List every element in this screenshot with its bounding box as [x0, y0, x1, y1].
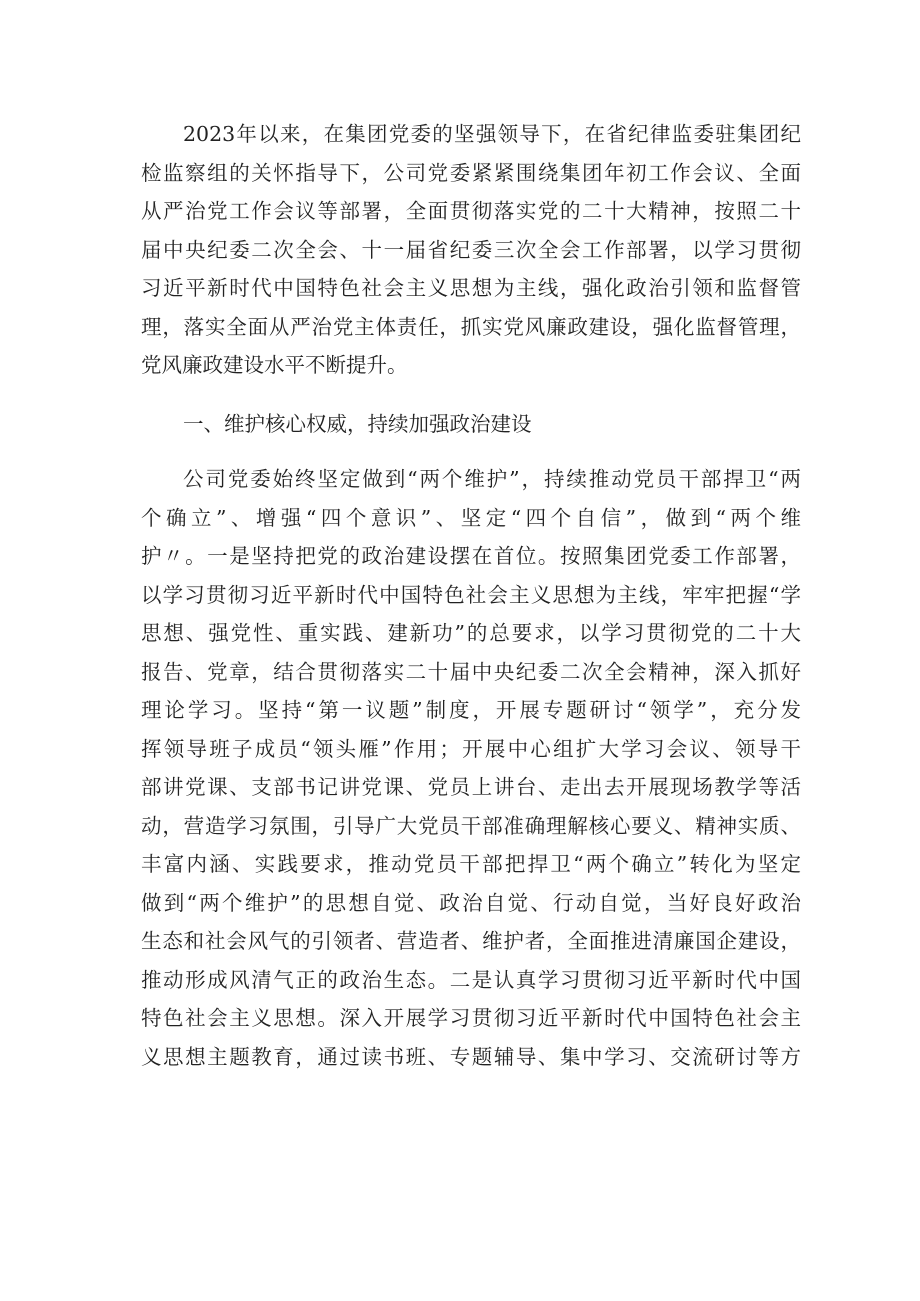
section-heading: 一、维护核心权威，持续加强政治建设 — [183, 411, 532, 436]
paragraph-section-one — [141, 460, 801, 1076]
text-line: 公司党委始终坚定做到“两个维护”，持续推动党员干部捍卫“两 — [183, 467, 801, 491]
text-line: 2023年以来，在集团党委的坚强领导下，在省纪律监委驻集团纪 — [183, 122, 801, 146]
text-line: 丰富内涵、实践要求，推动党员干部把捍卫“两个确立”转化为坚定 — [141, 852, 801, 876]
text-line: 做到“两个维护”的思想自觉、政治自觉、行动自觉，当好良好政治 — [141, 890, 801, 915]
text-line: 以学习贯彻习近平新时代中国特色社会主义思想为主线，牢牢把握“学 — [141, 582, 801, 607]
text-line: 思想、强党性、重实践、建新功”的总要求，以学习贯彻党的二十大 — [141, 621, 801, 645]
text-line: 理，落实全面从严治党主体责任，抓实党风廉政建设，强化监督管理， — [141, 314, 801, 339]
text-line: 动，营造学习氛围，引导广大党员干部准确理解核心要义、精神实质、 — [141, 813, 801, 838]
text-line: 挥领导班子成员“领头雁”作用；开展中心组扩大学习会议、领导干 — [141, 736, 801, 761]
document-body — [141, 115, 801, 1076]
paragraph-intro — [141, 115, 801, 385]
text-line: 党风廉政建设水平不断提升。 — [141, 353, 408, 377]
text-line: 义思想主题教育，通过读书班、专题辅导、集中学习、交流研讨等方 — [141, 1044, 801, 1069]
text-line: 届中央纪委二次全会、十一届省纪委三次全会工作部署，以学习贯彻 — [141, 237, 801, 262]
text-line: 特色社会主义思想。深入开展学习贯彻习近平新时代中国特色社会主 — [141, 1006, 801, 1030]
text-line: 生态和社会风气的引领者、营造者、维护者，全面推进清廉国企建设， — [141, 929, 801, 953]
text-line: 习近平新时代中国特色社会主义思想为主线，强化政治引领和监督管 — [141, 276, 801, 300]
text-line: 个确立”、增强“四个意识”、坚定“四个自信”，做到“两个维 — [141, 505, 801, 530]
text-line: 从严治党工作会议等部署，全面贯彻落实党的二十大精神，按照二十 — [141, 199, 801, 223]
text-line: 推动形成风清气正的政治生态。二是认真学习贯彻习近平新时代中国 — [141, 967, 801, 992]
text-line: 报告、党章，结合贯彻落实二十届中央纪委二次全会精神，深入抓好 — [141, 659, 801, 684]
text-line: 检监察组的关怀指导下，公司党委紧紧围绕集团年初工作会议、全面 — [141, 160, 801, 185]
text-line: 护〃。一是坚持把党的政治建设摆在首位。按照集团党委工作部署， — [141, 544, 801, 568]
text-line: 部讲党课、支部书记讲党课、党员上讲台、走出去开展现场教学等活 — [141, 775, 801, 799]
text-line: 理论学习。坚持“第一议题”制度，开展专题研讨“领学”，充分发 — [141, 698, 801, 722]
